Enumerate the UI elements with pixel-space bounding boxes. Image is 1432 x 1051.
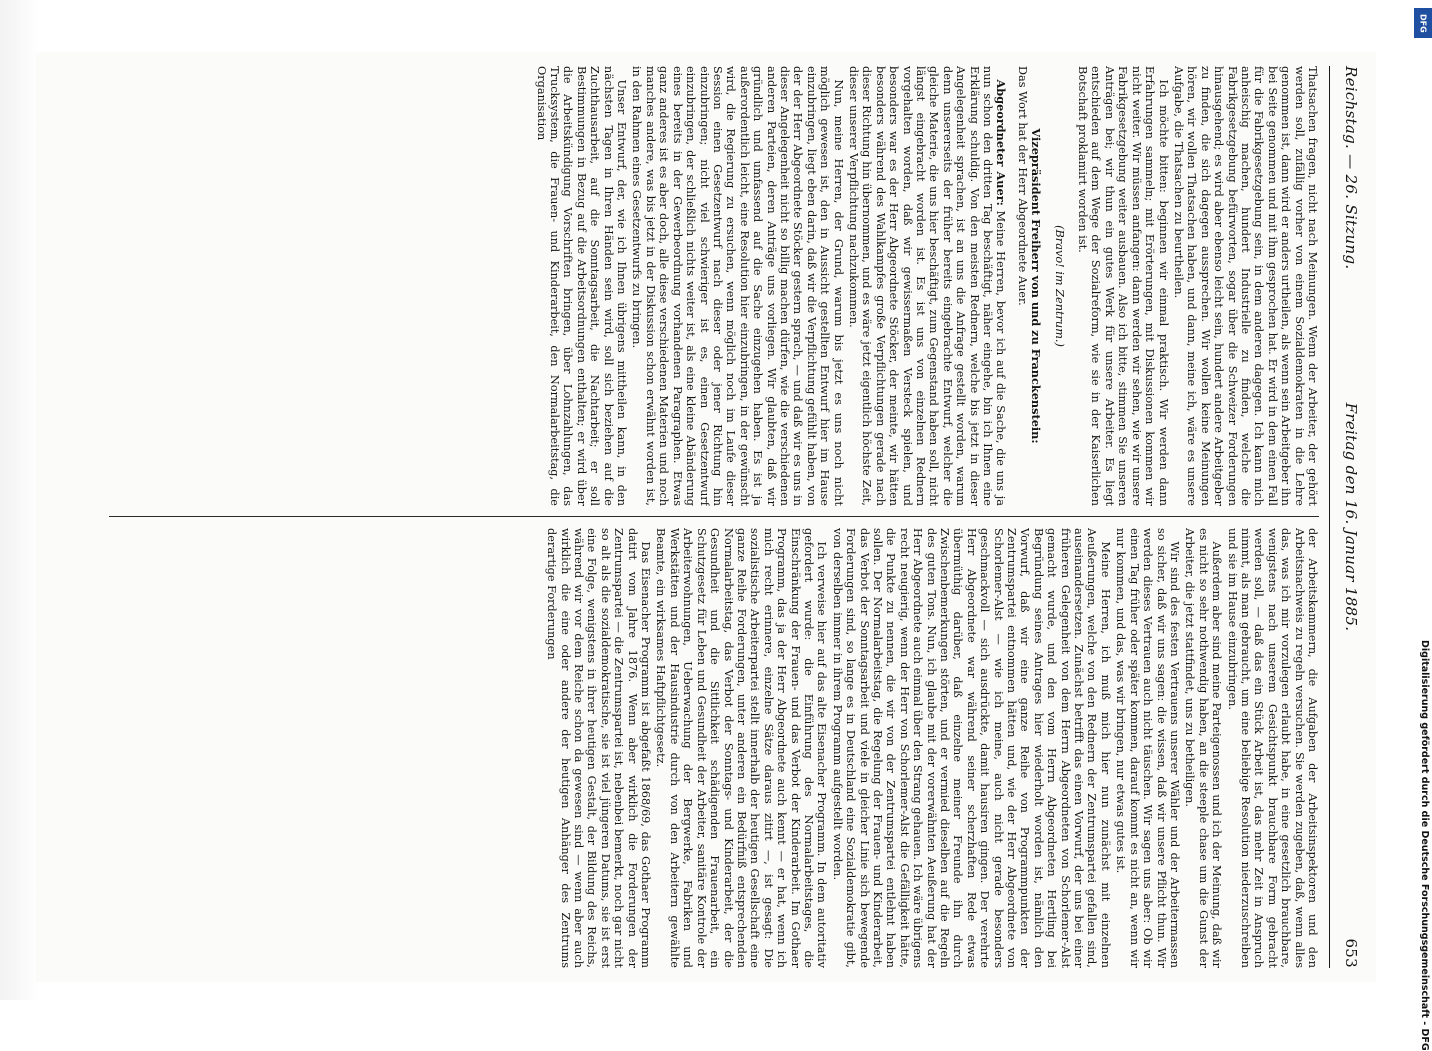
paragraph: Ich möchte bitten: beginnen wir einmal praktisch. Wir werden dann Erfahrungen sammeln; mit Erörterungen, mit Diskussionen kommen wir nicht weiter. Wir müssen anfangen: dann werden wir sehen, wie wir unsere Fabrikgesetzgebung weiter ausbauen. Also ich bitte, stimmen Sie unseren Anträgen bei; wir thun ein gutes Werk für unsere Arbeiter. Es liegt entschieden auf dem Wege der Sozialreform, wie sie in der Kaiserlichen Botschaft proklamirt worden ist.	[1076, 66, 1170, 506]
dfg-logo: DFG	[1414, 8, 1432, 38]
left-column	[69, 66, 1319, 506]
paragraph: Nun, meine Herren, der Grund, warum bis jetzt es uns noch nicht möglich gewesen ist, den in Aussicht gestellten Entwurf hier im Hause einzubringen, liegt eben darin, daß wir die Verpflichtung gefühlt haben, von der der Herr Abgeordnete Stöcker gestern sprach, — und daß wir es uns in dieser Angelegenheit nicht so billig machen dürfen, wie die verschiedenen anderen Parteien, deren Anträge uns vorliegen. Wir glaubten, daß wir gründlich und umfassend auf die Sache einzugehen haben. Es ist ja außerordentlich leicht, eine Resolution hier einzubringen, in der gewünscht wird, die Regierung zu ersuchen, wenn möglich noch im Laufe dieser Session einen Gesetzentwurf nach dieser oder jener Richtung hin einzubringen; nicht viel schwieriger ist es, einen Gesetzentwurf einzubringen, der schließlich nichts weiter ist, als eine kleine Abänderung eines bereits in der Gewerbeordnung vorhandenen Paragraphen. Etwas ganz anderes ist es aber doch, alle diese verschiedenen Materien und noch manches andere, was bis jetzt in der Diskussion schon erwähnt worden ist, in den Rahmen eines Gesetzentwurfs zu bringen.	[630, 66, 845, 506]
applause-note: (Bravo! im Zentrum.)	[1052, 225, 1066, 347]
speech-text: Meine Herren, bevor ich auf die Sache, die uns ja nun schon den dritten Tag beschäftigt, näher eingehe, bin ich Ihnen eine Erklärung schuldig. Von den meisten Rednern, welche bis jetzt in dieser Angelegenheit sprachen, ist an uns die Anfrage gestellt worden, warum denn unsererseits der früher bereits eingebrachte Entwurf, welcher die gleiche Materie, die uns hier beschäftigt, zum Gegenstand haben soll, nicht längst eingebracht worden ist. Es ist uns von einzelnen Rednern vorgehalten worden, daß wir gewissermaßen Versteck spielen, und besonders war es der Herr Abgeordnete Stöcker, der meinte, wir hätten besonders während des Wahlkampfes große Verpflichtungen gerade nach dieser Richtung hin übernommen, und es wäre jetzt eigentlich höchste Zeit, dieser unserer Verpflichtung nachzukommen.	[847, 66, 1008, 506]
paragraph: Außerdem aber sind meine Parteigenossen und ich der Meinung, daß wir es nicht so sehr nothwendig haben, an die steeple chase um die Gunst der Arbeiter, die jetzt stattfindet, uns zu betheiligen.	[1183, 528, 1224, 968]
text-columns	[69, 66, 1319, 968]
running-head-date: Freitag den 16. Januar 1885.	[1342, 402, 1360, 632]
paragraph: der Arbeitskammern, die Aufgaben der Arbeitsinspektoren und den Arbeitsnachweis zu regeln versuchen. Sie werden zugeben, daß, wenn alles das, was ich mir vorzulegen erlaubt habe, in eine gesetzlich brauchbare, wenigstens nach unserem Gesichtspunkt brauchbare Form gebracht werden soll, — daß das ein Stück Arbeit ist, das mehr Zeit in Anspruch nimmt, als man gebraucht, um eine beliebige Resolution niederzuschreiben und sie im Hause einzubringen.	[1225, 528, 1319, 968]
column-rule	[69, 506, 1319, 528]
document-page	[36, 52, 1376, 982]
running-head	[1329, 66, 1370, 968]
right-column	[69, 528, 1319, 968]
running-head-left: Reichstag. — 26. Sitzung.	[1342, 66, 1360, 270]
paragraph: Wir sind des festen Vertrauens unserer Wähler und der Arbeitermassen so sicher, daß wir uns sagen: die wissen, daß wir unsere Pflicht thun. Wir werden dieses Vertrauen auch nicht täuschen. Wir sagen uns aber: Ob wir einen Tag früher oder später kommen, darauf kommt es nicht an, wenn wir nur kommen, und das, was wir bringen, nur etwas gutes ist.	[1114, 528, 1181, 968]
paragraph: Das Eisenacher Programm ist abgefaßt 1868/69, das Gothaer Programm datirt vom Jahre 1876. Wenn aber wirklich die Forderungen der Zentrumspartei — die Zentrumspartei ist, nebenbei bemerkt, noch gar nicht so alt als die sozialdemokratische, sie ist viel jüngeren Datums, sie ist erst eine Folge, wenigstens in ihrer heutigen Gestalt, der Bildung des Reichs, während wir vor dem Reiche schon da gewesen sind — wenn aber auch wirklich die eine oder andere der heutigen Anhänger des Zentrums derartige Forderungen	[545, 528, 653, 968]
speech-paragraph	[847, 66, 1008, 506]
page-number: 653	[1342, 938, 1360, 968]
floor-given-line: Das Wort hat der Herr Abgeordnete Auer.	[1015, 66, 1029, 306]
speaker-name: Abgeordneter Auer:	[994, 79, 1009, 206]
vice-president-line: Vizepräsident Freiherr von und zu Franckenstein:	[1029, 128, 1044, 444]
digitization-credit	[1418, 640, 1432, 1051]
paragraph: Ich verweise hier auf das alte Eisenacher Programm. In dem autoritativ gefordert wurde: die Einführung des Normalarbeitstages, die Einschränkung der Frauen- und das Verbot der Kinderarbeit. Im Gothaer Programm, das ja der Herr Abgeordnete auch kennt — er hat, wenn ich mich recht erinnere, einzelne Sätze daraus zitirt —, ist gesagt: Die sozialistische Arbeiterpartei stellt innerhalb der heutigen Gesellschaft eine ganze Reihe Forderungen, unter anderen ein Bedürfniß entsprechenden Normalarbeitstag, das Verbot der Sonntags- und Kinderarbeit, der die Gesundheit und die Sittlichkeit schädigenden Frauenarbeit, ein Schutzgesetz für Leben und Gesundheit der Arbeiter, sanitäre Kontrole der Arbeiterwohnungen, Ueberwachung der Bergwerke, Fabriken und Werkstätten und der Hausindustrie durch von den Arbeitern gewählte Beamte, ein wirksames Haftpflichtgesetz.	[654, 528, 829, 968]
paragraph: Thatsachen fragen, nicht nach Meinungen. Wenn der Arbeiter, der gehört werden soll, zufällig vorher von einem Sozialdemokraten in die Lehre genommen ist, dann wird er anders urtheilen, als wenn sein Arbeitgeber ihn bei Seite genommen und mit ihm gesprochen hat. Er wird in dem einen Fall für die Fabrikgesetzgebung sein, in dem anderen dagegen. Ich kann mich anheischig machen, hundert Industrielle zu finden, welche die Fabrikgesetzgebung befürworten, sogar über die Schweizer Forderungen hinausgehend; es wird aber ebenso leicht sein, hundert andere Arbeitgeber zu finden, die sich dagegen aussprechen. Wir wollen keine Meinungen hören, wir wollen Thatsachen haben, und dann, meine ich, wäre es unsere Aufgabe, die Thatsachen zu beurtheilen.	[1171, 66, 1319, 506]
digitization-credit-text: Digitalisierung gefördert durch die Deutsche Forschungsgemeinschaft - DFG	[1419, 640, 1430, 1051]
paragraph: Meine Herren, ich muß mich hier nun zunächst mit einzelnen Aeußerungen, welche von den Rednern der Zentrumspartei gefallen sind, auseinandersetzen. Zunächst betrifft das einen Vorwurf, der uns bei einer früheren Gelegenheit von dem Herrn Abgeordneten von Schorlemer-Alst gemacht wurde, und den vom Herrn Abgeordneten Hertling bei Begründung seines Antrages hier wiederholt worden ist, nämlich den Vorwurf, daß wir eine ganze Reihe von Programmpunkten der Zentrumspartei entnommen hätten und, wie der Herr Abgeordnete von Schorlemer-Alst — wie ich meine, auch nicht gerade besonders geschmackvoll — sich ausdrückte, damit hausiren gingen. Der verehrte Herr Abgeordnete war während seiner scherzhaften Rede etwas übermüthig darüber, daß einzelne meiner Freunde ihn durch Zwischenbemerkungen störten, und er vermied dieselben auf die Regeln des guten Tons. Nun, ich glaube mit der vorerwähnten Aeußerung hat der Herr Abgeordnete auch einmal über den Strang gehauen. Ich wäre übrigens recht neugierig, wenn der Herr von Schorlemer-Alst die Gefälligkeit hätte, die Punkte zu nennen, die wir von der Zentrumspartei entlehnt haben sollen. Der Normalarbeitstag, die Regelung der Frauen- und Kinderarbeit, das Verbot der Sonntagsarbeit und viele in gleicher Linie sich bewegende Forderungen sind, so lange es in Deutschland eine Sozialdemokratie gibt, von derselben immer in ihrem Programm aufgestellt worden.	[830, 528, 1112, 968]
paragraph: Unser Entwurf, der, wie ich Ihnen übrigens mittheilen kann, in den nächsten Tagen in Ihren Händen sein wird, soll sich beziehen auf die Zuchthausarbeit, auf die Sonntagsarbeit, die Nachtarbeit; er soll Bestimmungen in Bezug auf die Arbeitsordnungen enthalten; er wird über die Arbeitskündigung Vorschriften bringen, über Lohnzahlungen, das Trucksystem, die Frauen- und Kinderarbeit, den Normalarbeitstag, die Organisation	[534, 66, 629, 506]
scan-background-edge	[0, 0, 40, 1000]
